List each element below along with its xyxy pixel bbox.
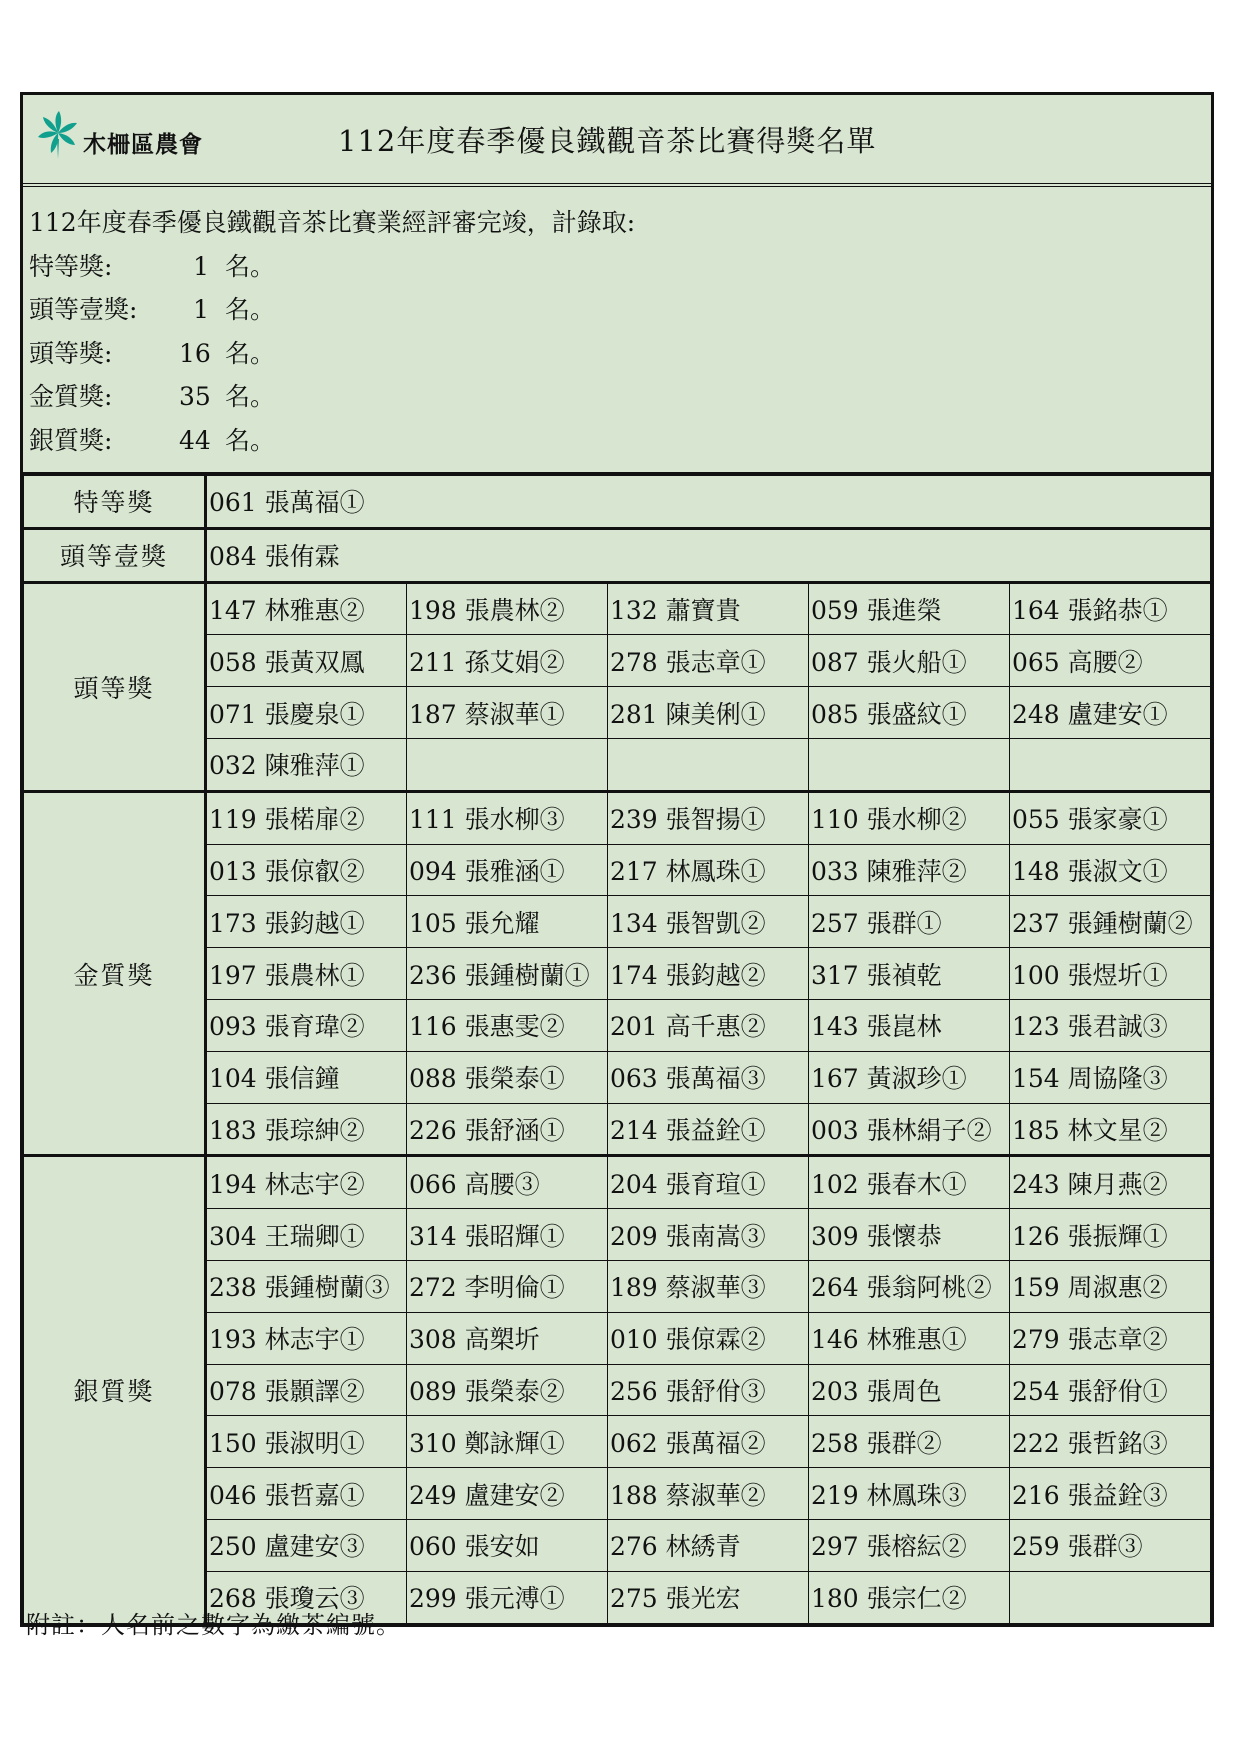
winner-cell: 187 蔡淑華① — [407, 687, 608, 739]
winner-cell: 259 張群③ — [1010, 1519, 1211, 1571]
winner-cell — [1010, 1571, 1211, 1623]
summary-line — [29, 419, 1211, 463]
category-label: 頭等獎 — [24, 582, 206, 791]
winner-cell: 174 張鈞越② — [608, 948, 809, 1000]
category-label: 特等獎 — [24, 476, 206, 529]
winner-cell: 104 張信鐘 — [206, 1051, 407, 1103]
winner-cell: 209 張南嵩③ — [608, 1209, 809, 1261]
table-row — [24, 791, 1211, 844]
winner-cell: 197 張農林① — [206, 948, 407, 1000]
winner-cell: 055 張家豪① — [1010, 791, 1211, 844]
summary-intro: 112年度春季優良鐵觀音茶比賽業經評審完竣，計錄取: — [29, 208, 636, 237]
winner-cell: 198 張農林② — [407, 582, 608, 635]
winner-cell: 032 陳雅萍① — [206, 738, 407, 791]
winner-cell: 093 張育瑋② — [206, 999, 407, 1051]
winner-cell: 087 張火船① — [809, 635, 1010, 687]
summary-unit: 名。 — [225, 425, 276, 455]
winner-cell: 147 林雅惠② — [206, 582, 407, 635]
summary-label: 金質獎: — [29, 382, 113, 411]
winner-cell: 173 張鈞越① — [206, 896, 407, 948]
summary-unit: 名。 — [225, 382, 276, 411]
winner-cell: 203 張周色 — [809, 1364, 1010, 1416]
winner-cell: 150 張淑明① — [206, 1416, 407, 1468]
winner-cell: 254 張舒佾① — [1010, 1364, 1211, 1416]
winner-cell: 116 張惠雯② — [407, 999, 608, 1051]
winner-cell: 134 張智凱② — [608, 896, 809, 948]
summary-label: 頭等獎: — [29, 338, 113, 368]
winner-cell: 226 張舒涵① — [407, 1103, 608, 1156]
winner-cell: 248 盧建安① — [1010, 687, 1211, 739]
winner-cell: 010 張倞霖② — [608, 1312, 809, 1364]
summary-count: 16 — [179, 338, 211, 368]
winner-cell: 033 陳雅萍② — [809, 844, 1010, 896]
sheet-header — [23, 95, 1211, 187]
award-sheet — [20, 92, 1214, 1627]
winners-table — [23, 475, 1211, 1624]
summary-count: 1 — [193, 295, 209, 324]
summary-label: 頭等壹獎: — [29, 295, 138, 324]
summary-count: 35 — [179, 382, 211, 411]
winner-cell: 100 張煜圻① — [1010, 948, 1211, 1000]
summary-count: 1 — [193, 251, 209, 281]
winner-cell: 257 張群① — [809, 896, 1010, 948]
org-name: 木柵區農會 — [83, 132, 203, 158]
winner-cell: 146 林雅惠① — [809, 1312, 1010, 1364]
winner-cell: 264 張翁阿桃② — [809, 1260, 1010, 1312]
winner-cell: 123 張君誠③ — [1010, 999, 1211, 1051]
winner-cell: 309 張懷恭 — [809, 1209, 1010, 1261]
winner-cell: 275 張光宏 — [608, 1571, 809, 1623]
winner-cell: 204 張育瑄① — [608, 1156, 809, 1209]
winner-cell: 094 張雅涵① — [407, 844, 608, 896]
winner-cell: 281 陳美俐① — [608, 687, 809, 739]
winner-cell: 308 高槊圻 — [407, 1312, 608, 1364]
winner-cell: 276 林綉青 — [608, 1519, 809, 1571]
winner-cell: 046 張哲嘉① — [206, 1468, 407, 1520]
winner-cell: 222 張哲銘③ — [1010, 1416, 1211, 1468]
winner-cell: 060 張安如 — [407, 1519, 608, 1571]
winner-cell: 278 張志章① — [608, 635, 809, 687]
winner-cell: 216 張益銓③ — [1010, 1468, 1211, 1520]
winner-cell: 061 張萬福① — [206, 476, 1211, 529]
winner-cell: 317 張禎乾 — [809, 948, 1010, 1000]
table-row — [24, 476, 1211, 529]
winner-cell: 065 高腰② — [1010, 635, 1211, 687]
winner-cell: 180 張宗仁② — [809, 1571, 1010, 1623]
winner-cell: 249 盧建安② — [407, 1468, 608, 1520]
winner-cell: 085 張盛紋① — [809, 687, 1010, 739]
summary-line — [29, 245, 1211, 289]
winner-cell: 238 張鍾樹蘭③ — [206, 1260, 407, 1312]
winner-cell: 237 張鍾樹蘭② — [1010, 896, 1211, 948]
winner-cell — [407, 738, 608, 791]
winner-cell: 062 張萬福② — [608, 1416, 809, 1468]
org-logo — [35, 109, 203, 161]
winner-cell: 126 張振輝① — [1010, 1209, 1211, 1261]
winner-cell: 236 張鍾樹蘭① — [407, 948, 608, 1000]
summary-count: 44 — [179, 425, 211, 455]
category-label: 頭等壹獎 — [24, 528, 206, 582]
winner-cell: 159 周淑惠② — [1010, 1260, 1211, 1312]
winner-cell: 268 張瓊云③ — [206, 1571, 407, 1623]
winner-cell: 214 張益銓① — [608, 1103, 809, 1156]
winner-cell: 297 張榕紜② — [809, 1519, 1010, 1571]
winner-cell: 148 張淑文① — [1010, 844, 1211, 896]
winner-cell: 063 張萬福③ — [608, 1051, 809, 1103]
winner-cell: 110 張水柳② — [809, 791, 1010, 844]
winner-cell: 164 張銘恭① — [1010, 582, 1211, 635]
summary-line — [29, 288, 1211, 332]
winner-cell: 132 蕭寶貴 — [608, 582, 809, 635]
winner-cell: 066 高腰③ — [407, 1156, 608, 1209]
summary-line — [29, 332, 1211, 376]
summary-block — [23, 187, 1211, 475]
summary-label: 特等獎: — [29, 251, 113, 281]
winner-cell: 272 李明倫① — [407, 1260, 608, 1312]
summary-unit: 名。 — [225, 251, 276, 281]
winner-cell: 194 林志宇② — [206, 1156, 407, 1209]
winner-cell: 183 張琮紳② — [206, 1103, 407, 1156]
tea-leaf-logo-icon — [35, 109, 81, 161]
winner-cell: 078 張顥譯② — [206, 1364, 407, 1416]
winner-cell: 193 林志宇① — [206, 1312, 407, 1364]
summary-label: 銀質獎: — [29, 425, 113, 455]
winner-cell: 256 張舒佾③ — [608, 1364, 809, 1416]
winner-cell: 304 王瑞卿① — [206, 1209, 407, 1261]
winner-cell: 201 高千惠② — [608, 999, 809, 1051]
winner-cell: 188 蔡淑華② — [608, 1468, 809, 1520]
table-row — [24, 582, 1211, 635]
winner-cell — [1010, 738, 1211, 791]
winner-cell — [608, 738, 809, 791]
winner-cell: 058 張黃双鳳 — [206, 635, 407, 687]
winner-cell: 154 周協隆③ — [1010, 1051, 1211, 1103]
page-title: 112年度春季優良鐵觀音茶比賽得獎名單 — [338, 124, 877, 158]
winner-cell: 071 張慶泉① — [206, 687, 407, 739]
summary-unit: 名。 — [225, 295, 276, 324]
category-label: 金質獎 — [24, 791, 206, 1156]
winner-cell: 084 張侑霖 — [206, 528, 1211, 582]
winner-cell: 105 張允耀 — [407, 896, 608, 948]
category-label: 銀質獎 — [24, 1156, 206, 1623]
winner-cell: 219 林鳳珠③ — [809, 1468, 1010, 1520]
winner-cell: 243 陳月燕② — [1010, 1156, 1211, 1209]
table-row — [24, 528, 1211, 582]
winner-cell: 059 張進榮 — [809, 582, 1010, 635]
winner-cell: 211 孫艾娟② — [407, 635, 608, 687]
footnote: 附註：人名前之數字為繳茶編號。 — [26, 1611, 401, 1639]
winner-cell: 013 張倞叡② — [206, 844, 407, 896]
winner-cell: 279 張志章② — [1010, 1312, 1211, 1364]
winner-cell: 185 林文星② — [1010, 1103, 1211, 1156]
winner-cell: 239 張智揚① — [608, 791, 809, 844]
winner-cell: 003 張林絹子② — [809, 1103, 1010, 1156]
winner-cell: 217 林鳳珠① — [608, 844, 809, 896]
winner-cell — [809, 738, 1010, 791]
winner-cell: 310 鄭詠輝① — [407, 1416, 608, 1468]
winner-cell: 089 張榮泰② — [407, 1364, 608, 1416]
winner-cell: 250 盧建安③ — [206, 1519, 407, 1571]
winner-cell: 119 張楉扉② — [206, 791, 407, 844]
winner-cell: 167 黃淑珍① — [809, 1051, 1010, 1103]
table-row — [24, 1156, 1211, 1209]
winner-cell: 102 張春木① — [809, 1156, 1010, 1209]
winner-cell: 314 張昭輝① — [407, 1209, 608, 1261]
summary-line — [29, 375, 1211, 419]
summary-unit: 名。 — [225, 338, 276, 368]
winner-cell: 088 張榮泰① — [407, 1051, 608, 1103]
winner-cell: 299 張元溥① — [407, 1571, 608, 1623]
winner-cell: 143 張崑林 — [809, 999, 1010, 1051]
winner-cell: 189 蔡淑華③ — [608, 1260, 809, 1312]
winner-cell: 258 張群② — [809, 1416, 1010, 1468]
winner-cell: 111 張水柳③ — [407, 791, 608, 844]
